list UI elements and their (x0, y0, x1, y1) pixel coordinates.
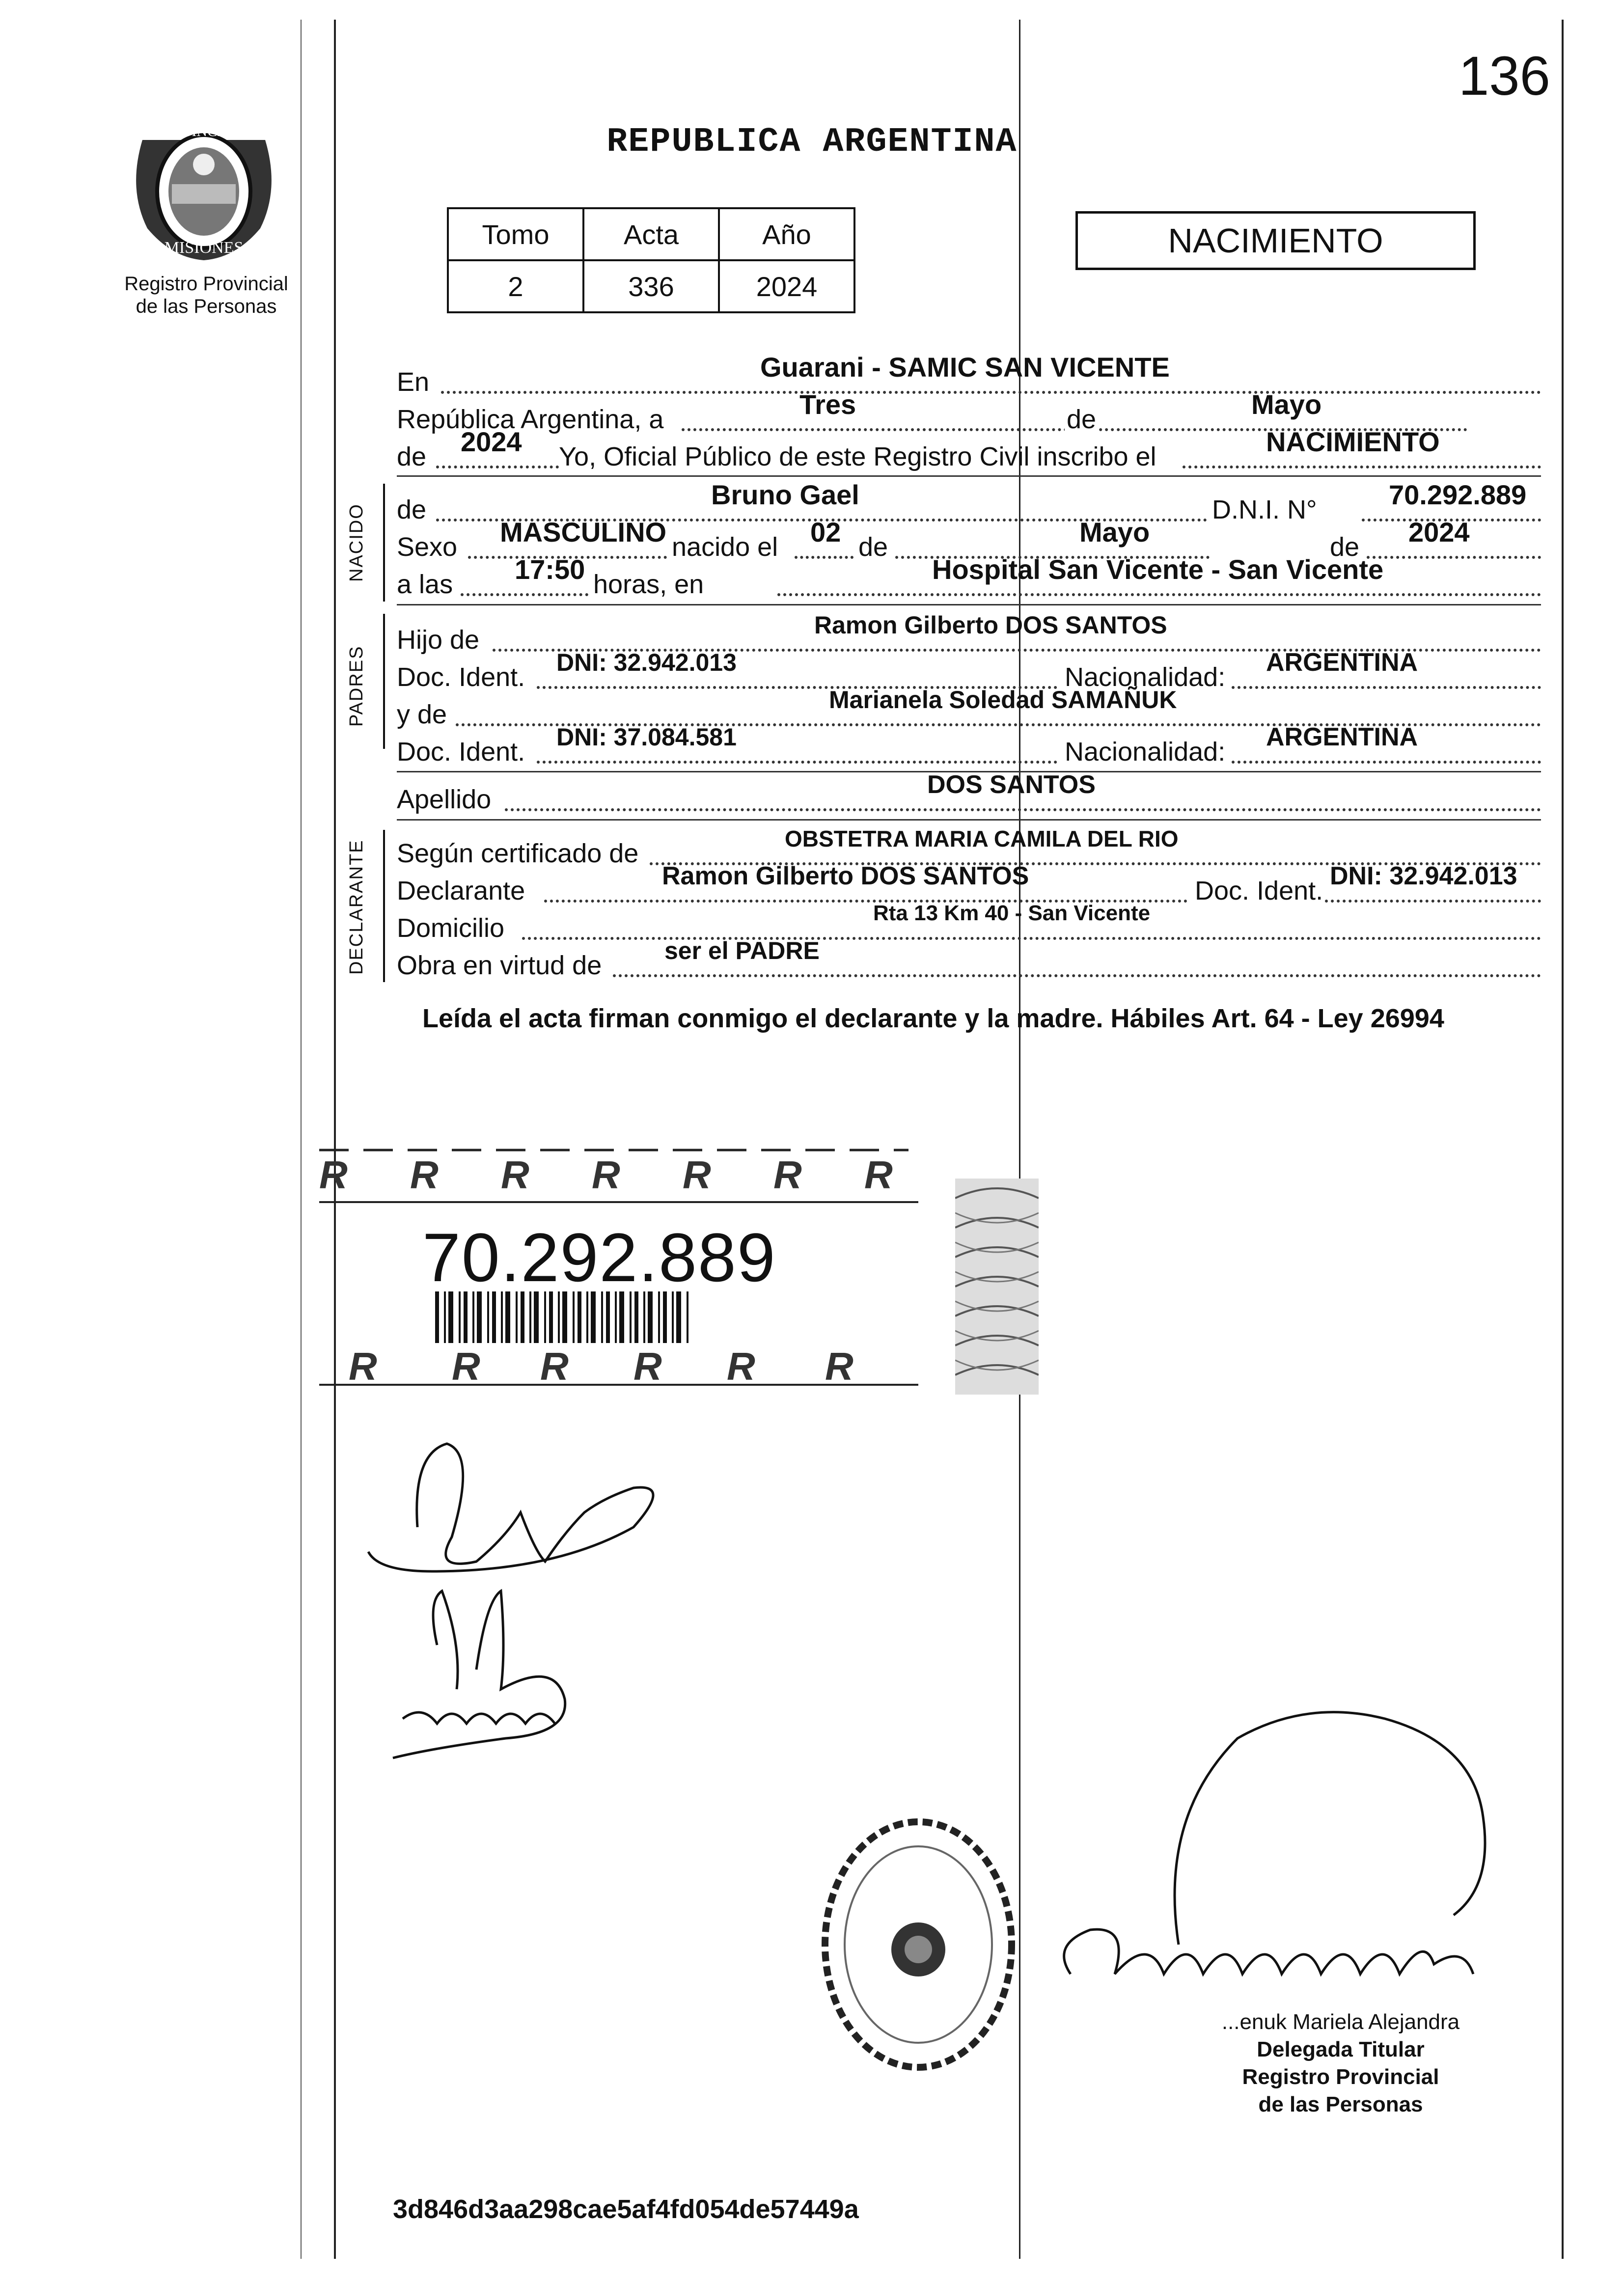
de-label: de (1065, 401, 1098, 438)
nacido-dni-value: 70.292.889 (1389, 479, 1527, 510)
scan-line-left (301, 20, 302, 2259)
certificado-label: Según certificado de (397, 839, 639, 868)
republica-label: República Argentina, a (397, 405, 664, 434)
birth-de-label-2: de (1330, 532, 1360, 562)
sticker-r-7: R (864, 1153, 893, 1197)
line-year (397, 426, 1541, 475)
sticker-r-4: R (592, 1153, 620, 1197)
sticker-dni: 70.292.889 (422, 1219, 776, 1296)
a-las-label: a las (397, 570, 453, 599)
birth-time-value: 17:50 (515, 554, 585, 585)
sticker-r-2: R (410, 1153, 439, 1197)
line-mother-doc (397, 723, 1541, 770)
closing-text: Leída el acta firman conmigo el declarante y la madre. Hábiles Art. 64 - Ley 26994 (422, 1004, 1444, 1033)
declarante-doc-value: DNI: 32.942.013 (1330, 862, 1517, 890)
official-title: Delegada Titular (1257, 2037, 1425, 2061)
line-en (397, 352, 1541, 401)
mother-name-value: Marianela Soledad SAMAÑUK (829, 686, 1177, 713)
year-prefix: de (397, 442, 427, 471)
domicilio-label: Domicilio (397, 913, 505, 943)
registry-header-row (448, 208, 854, 260)
official-stamp-text (1169, 2008, 1513, 2118)
dni-label: D.N.I. N° (1212, 495, 1317, 524)
en-label: En (397, 367, 430, 397)
line-domicilio (397, 901, 1541, 947)
line-obra (397, 937, 1541, 984)
section-label-nacido: NACIDO (346, 503, 367, 582)
declarant-signature (358, 1414, 702, 1797)
official-registry: Registro Provincial (1242, 2065, 1439, 2089)
father-nationality-label: Nacionalidad: (1065, 662, 1226, 692)
y-de-label: y de (397, 700, 447, 729)
logo-seal-bottom-text: MISIONES (164, 239, 244, 257)
line-apellido (397, 770, 1541, 818)
section-label-padres: PADRES (346, 645, 367, 727)
year-value: 2024 (461, 426, 522, 457)
declarante-doc-label: Doc. Ident. (1195, 876, 1323, 905)
birth-place-value: Hospital San Vicente - San Vicente (932, 554, 1384, 585)
nacido-de-label: de (397, 495, 427, 524)
obra-label: Obra en virtud de (397, 951, 602, 980)
logo-seal-top-text: PROVINCIA DE (152, 123, 255, 139)
sexo-value: MASCULINO (500, 517, 667, 548)
security-hologram (955, 1179, 1039, 1395)
apellido-value: DOS SANTOS (927, 770, 1096, 799)
sticker-r-10: R (540, 1344, 569, 1388)
sticker-r-13: R (825, 1344, 853, 1388)
official-name: ...enuk Mariela Alejandra (1221, 2010, 1460, 2034)
inscribo-value: NACIMIENTO (1266, 426, 1440, 457)
mother-doc-label: Doc. Ident. (397, 737, 525, 767)
official-signature (1031, 1679, 1601, 2053)
sexo-label: Sexo (397, 532, 458, 562)
sticker-r-1: R (319, 1153, 348, 1197)
father-name-value: Ramon Gilberto DOS SANTOS (814, 611, 1167, 639)
page-number: 136 (1459, 45, 1550, 107)
registry-table (447, 207, 855, 313)
sticker-r-12: R (727, 1344, 755, 1388)
domicilio-value: Rta 13 Km 40 - San Vicente (873, 901, 1151, 925)
sticker-r-5: R (683, 1153, 711, 1197)
mother-nationality-value: ARGENTINA (1266, 723, 1418, 751)
sticker-r-6: R (773, 1153, 802, 1197)
registry-header-tomo: Tomo (448, 208, 583, 260)
apellido-label: Apellido (397, 785, 492, 814)
nacido-el-label: nacido el (672, 532, 778, 562)
document-hash: 3d846d3aa298cae5af4fd054de57449a (393, 2195, 859, 2224)
registry-value-acta: 336 (583, 260, 719, 312)
declarante-value: Ramon Gilberto DOS SANTOS (662, 862, 1029, 890)
sticker-r-9: R (452, 1344, 480, 1388)
registry-header-acta: Acta (583, 208, 719, 260)
section-label-declarante: DECLARANTE (346, 839, 367, 975)
line-hora (397, 554, 1541, 603)
father-doc-label: Doc. Ident. (397, 662, 525, 692)
day-value: Tres (799, 389, 856, 420)
mother-doc-value: DNI: 37.084.581 (556, 723, 737, 751)
month-value: Mayo (1251, 389, 1322, 420)
logo-caption-line2: de las Personas (136, 296, 277, 317)
sticker-r-8: R (349, 1344, 377, 1388)
registry-stamp (815, 1812, 1021, 2077)
registry-header-ano: Año (719, 208, 854, 260)
document-heading: REPUBLICA ARGENTINA (606, 123, 1018, 162)
declarante-label: Declarante (397, 876, 525, 905)
horas-label: horas, en (593, 570, 704, 599)
sticker-r-11: R (633, 1344, 662, 1388)
logo-caption (118, 273, 295, 318)
obra-value: ser el PADRE (664, 937, 820, 964)
birth-de-label: de (858, 532, 888, 562)
registry-value-tomo: 2 (448, 260, 583, 312)
nacido-name-value: Bruno Gael (711, 479, 859, 510)
mother-nationality-label: Nacionalidad: (1065, 737, 1226, 767)
birth-day-value: 02 (810, 517, 841, 548)
birth-month-value: Mayo (1079, 517, 1150, 548)
hijo-de-label: Hijo de (397, 625, 480, 655)
record-type-box: NACIMIENTO (1075, 211, 1476, 270)
father-nationality-value: ARGENTINA (1266, 648, 1418, 677)
logo-caption-line1: Registro Provincial (124, 273, 288, 295)
en-value: Guarani - SAMIC SAN VICENTE (760, 352, 1170, 383)
sticker-r-3: R (501, 1153, 529, 1197)
official-registry-2: de las Personas (1258, 2092, 1423, 2116)
yo-text: Yo, Oficial Público de este Registro Civil inscribo el (559, 442, 1156, 471)
registry-value-row (448, 260, 854, 312)
certificado-value: OBSTETRA MARIA CAMILA DEL RIO (785, 826, 1179, 851)
father-doc-value: DNI: 32.942.013 (556, 649, 737, 676)
registry-value-ano: 2024 (719, 260, 854, 312)
birth-year-value: 2024 (1408, 517, 1470, 548)
